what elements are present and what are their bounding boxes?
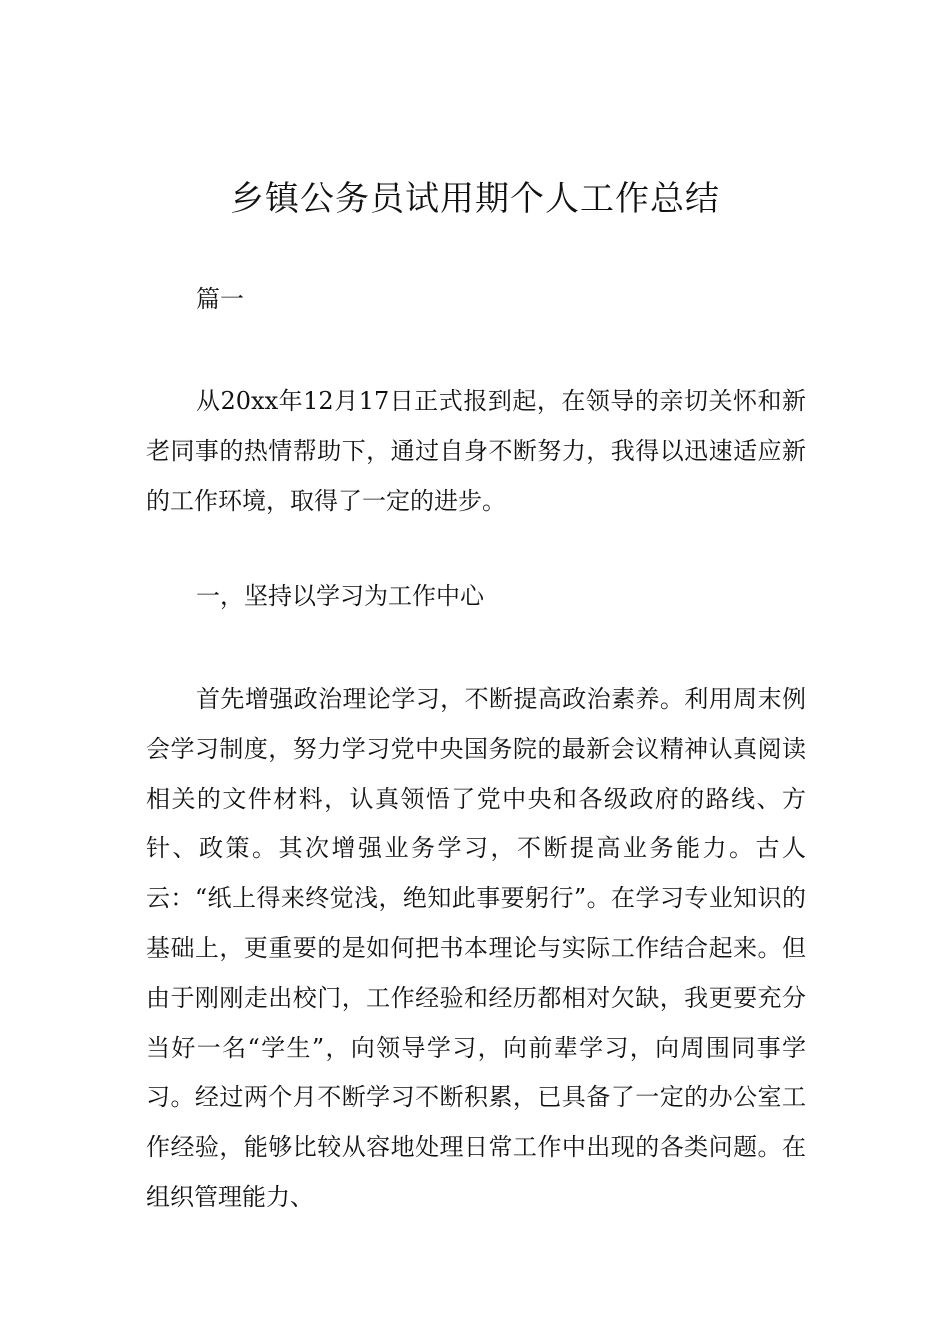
section-label: 篇一 <box>196 285 244 313</box>
document-title: 乡镇公务员试用期个人工作总结 <box>230 179 720 219</box>
section-heading: 一，坚持以学习为工作中心 <box>196 582 484 610</box>
paragraph-study: 首先增强政治理论学习，不断提高政治素养。利用周末例会学习制度，努力学习党中央国务院的最新会议精神认真阅读相关的文件材料，认真领悟了党中央和各级政府的路线、方针、政策。其次增强业务学习，不断提高业务能力。古人云：“纸上得来终觉浅，绝知此事要躬行”。在学习专业知识的基础上，更重要的是如何把书本理论与实际工作结合起来。但由于刚刚走出校门，工作经验和经历都相对欠缺，我更要充分当好一名“学生”，向领导学习，向前辈学习，向周围同事学习。经过两个月不断学习不断积累，已具备了一定的办公室工作经验，能够比较从容地处理日常工作中出现的各类问题。在组织管理能力、 <box>146 685 806 1211</box>
paragraph-intro: 从20xx年12月17日正式报到起，在领导的亲切关怀和新老同事的热情帮助下，通过自身不断努力，我得以迅速适应新的工作环境，取得了一定的进步。 <box>146 387 806 515</box>
